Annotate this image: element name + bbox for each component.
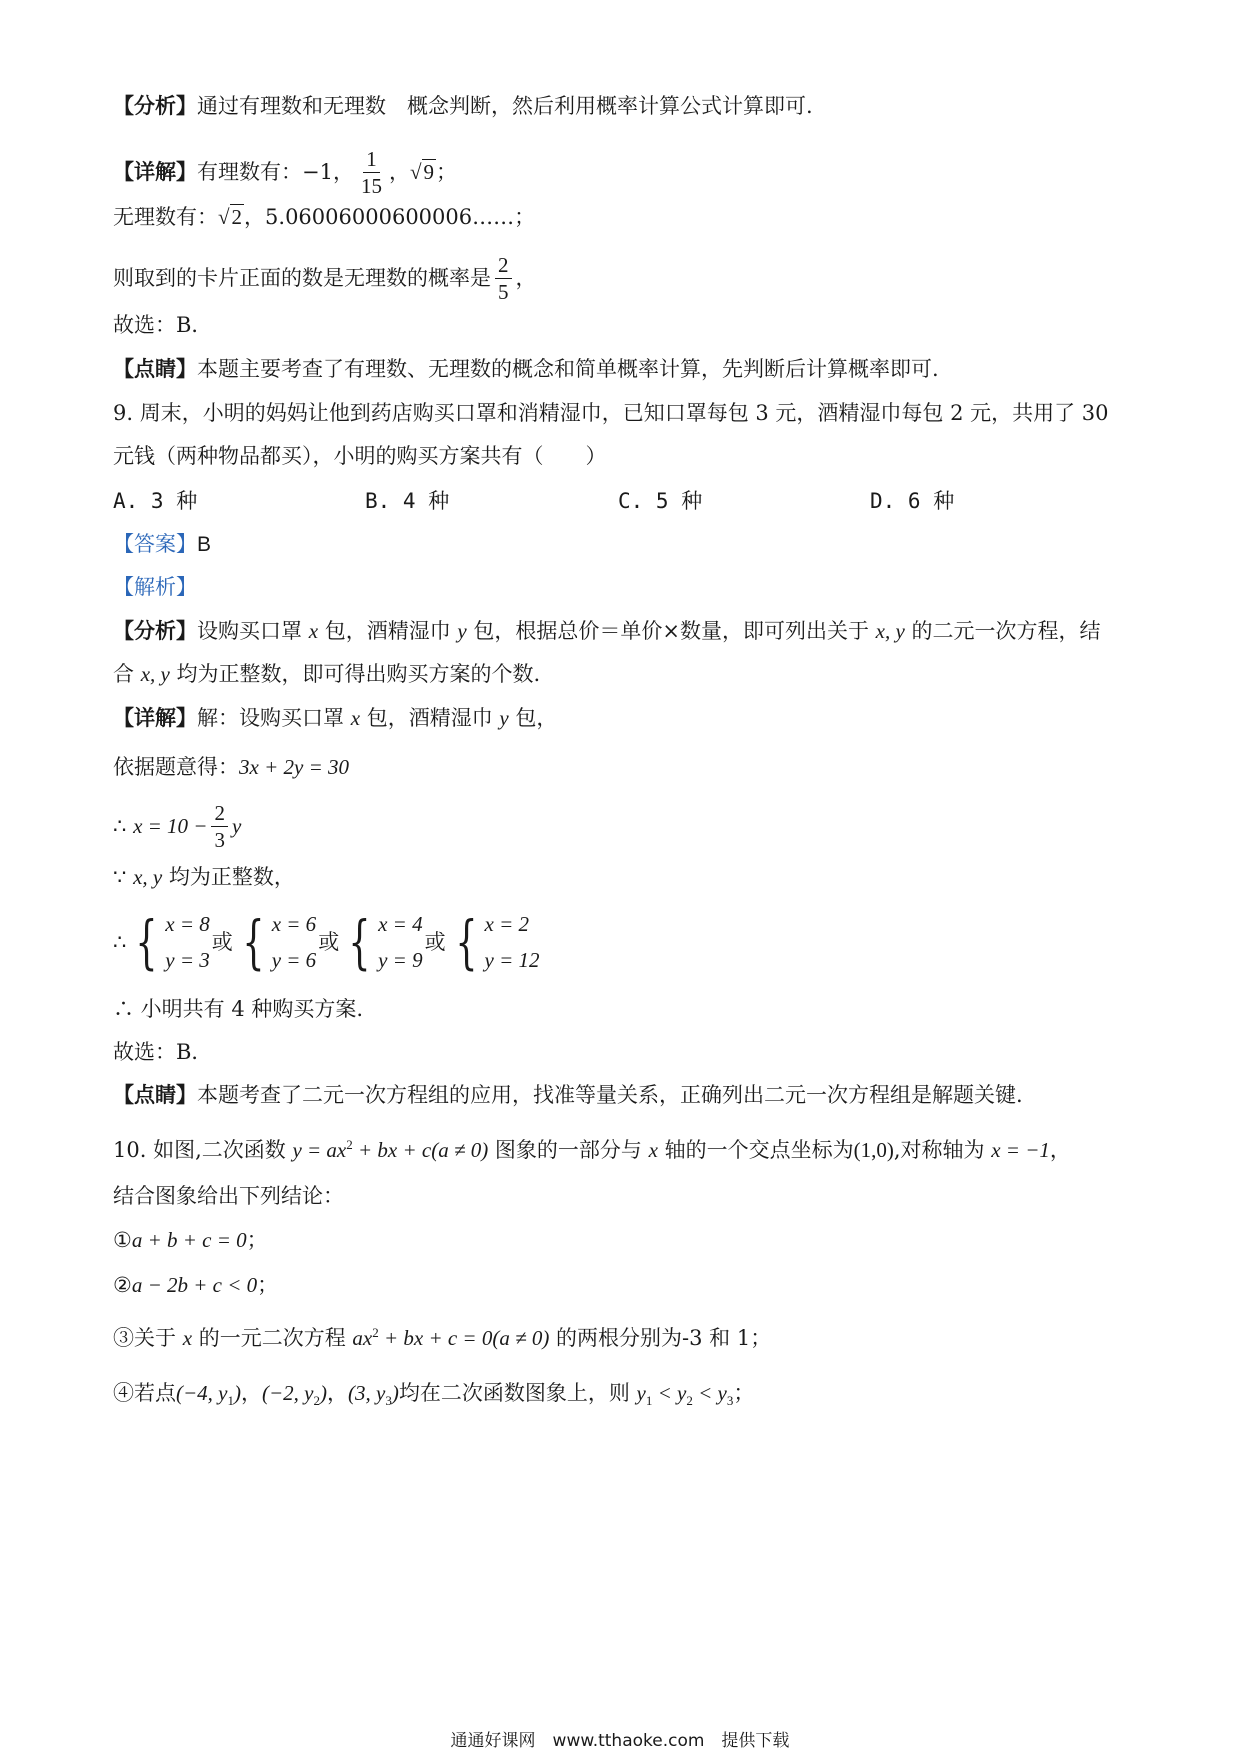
comment-tag: 【点睛】 — [113, 356, 197, 381]
fraction-2-5 — [495, 252, 512, 305]
point-3: (3, y — [348, 1381, 386, 1405]
point-2: ) — [320, 1381, 327, 1405]
comment-paragraph-2 — [113, 1080, 1023, 1110]
option-a: A. 3 种 — [113, 489, 198, 513]
system-x: x = 8 — [165, 912, 210, 936]
statement-mark: ③关于 — [113, 1326, 183, 1350]
q10-text: 10. 如图,二次函数 — [113, 1138, 293, 1162]
var-y: y — [457, 619, 467, 643]
detail-paragraph-1 — [113, 142, 457, 202]
because-line — [113, 862, 295, 892]
system-x: x = 4 — [378, 912, 423, 936]
analysis-paragraph-1 — [113, 91, 813, 121]
answer-tag: 【答案】 — [113, 532, 197, 556]
probability-lead: 则取到的卡片正面的数是无理数的概率是 — [113, 266, 491, 290]
analysis-text: 合 — [113, 662, 141, 686]
jiexi-line — [113, 572, 197, 602]
statement-4 — [113, 1378, 754, 1416]
comment-text: 本题考查了二元一次方程组的应用，找准等量关系，正确列出二元一次方程组是解题关键. — [197, 1083, 1023, 1107]
analysis-text: 包，酒精湿巾 — [318, 619, 458, 643]
inequality: < y — [692, 1381, 727, 1405]
line-end: ， — [515, 266, 537, 290]
fraction-numerator: 2 — [495, 252, 512, 279]
option-c: C. 5 种 — [618, 489, 703, 513]
statement-mark: ④若点 — [113, 1381, 176, 1405]
subscript: 1 — [227, 1393, 234, 1409]
footer-watermark: 通通好课网 www.tthaoke.com 提供下载 — [450, 1731, 790, 1751]
analysis-tag: 【分析】 — [113, 618, 197, 643]
var-xy: x, y — [875, 619, 905, 643]
fraction-numerator: 1 — [363, 146, 380, 173]
analysis-text: 包，根据总价＝单价×数量，即可列出关于 — [466, 619, 876, 643]
equation-lead: 依据题意得： — [113, 755, 239, 779]
left-brace: { — [454, 908, 478, 976]
option-b: B. 4 种 — [365, 489, 450, 513]
system-y: y = 12 — [484, 948, 540, 972]
separator: ， — [241, 1381, 262, 1405]
choose-text: 故选：B． — [113, 313, 213, 337]
line-end: ； — [436, 160, 457, 184]
detail-tag: 【详解】 — [113, 705, 197, 730]
detail-paragraph-2 — [113, 703, 557, 733]
var-xy: x, y — [140, 662, 170, 686]
equation-line — [113, 752, 349, 782]
statement-mark: ① — [113, 1228, 132, 1252]
fraction-denominator: 15 — [360, 173, 382, 198]
fraction-2-3 — [211, 800, 228, 853]
statement-expr: + bx + c = 0(a ≠ 0) — [378, 1326, 550, 1350]
left-brace: { — [242, 908, 265, 976]
subscript: 3 — [385, 1393, 392, 1409]
point-3: ) — [391, 1381, 399, 1405]
q10-text: 图象的一部分与 — [488, 1138, 649, 1162]
separator: ， — [327, 1381, 348, 1405]
var-y: y — [499, 706, 509, 730]
system-x: x = 2 — [484, 912, 529, 936]
statement-3 — [113, 1318, 771, 1353]
radicand: 2 — [231, 205, 243, 229]
irrational-lead: 无理数有： — [113, 205, 218, 229]
var-x: x — [648, 1138, 658, 1162]
analysis-text: 均为正整数，即可得出购买方案的个数. — [169, 662, 541, 686]
point-1: ) — [234, 1381, 241, 1405]
system-y: y = 6 — [271, 948, 317, 972]
q10-text: 轴的一个交点坐标为 — [657, 1138, 854, 1162]
choose-line-2: 故选：B． — [113, 1040, 213, 1064]
system-x: x = 6 — [271, 912, 317, 936]
analysis-text: 设购买口罩 — [197, 619, 309, 643]
statement-end: ； — [257, 1273, 279, 1297]
answer-value: B — [197, 533, 212, 556]
inequality: y — [636, 1381, 646, 1405]
detail-tag: 【详解】 — [113, 159, 197, 184]
question-9-line-2: 元钱（两种物品都买），小明的购买方案共有（ ） — [113, 444, 607, 468]
point-1: (−4, y — [176, 1381, 228, 1405]
var-x: x — [182, 1326, 193, 1350]
irrational-rest: ，5.06006000600006……； — [244, 205, 536, 229]
subscript: 3 — [726, 1393, 734, 1409]
solutions-line — [113, 905, 542, 979]
statement-2 — [113, 1270, 278, 1300]
because-symbol: ∵ — [113, 865, 127, 889]
fraction-denominator: 3 — [214, 827, 225, 852]
point-2: (−2, y — [262, 1381, 314, 1405]
system-y: y = 9 — [378, 948, 423, 972]
sqrt-2: √2 — [218, 205, 243, 229]
detail-lead: 有理数有：−1， — [197, 160, 354, 184]
question-10-line-2: 结合图象给出下列结论： — [113, 1184, 344, 1208]
therefore-symbol: ∴ — [113, 930, 127, 954]
var-xy: x, y — [133, 865, 163, 889]
probability-line — [113, 248, 537, 308]
statement-expr: a − 2b + c < 0 — [131, 1273, 258, 1297]
question-10-line-1 — [113, 1130, 1071, 1165]
analysis-paragraph-2-line-2 — [113, 659, 540, 689]
derive-lhs: x = 10 − — [133, 814, 208, 838]
separator: ， — [388, 160, 410, 184]
answer-line — [113, 529, 211, 560]
q10-sup: 2 — [346, 1137, 353, 1152]
statement-text: 的一元二次方程 — [192, 1326, 353, 1350]
inequality: < y — [652, 1381, 687, 1405]
jiexi-tag: 【解析】 — [113, 575, 197, 599]
q10-func: + bx + c(a ≠ 0) — [352, 1138, 489, 1162]
detail-text: 包， — [508, 706, 558, 730]
system-3 — [341, 906, 422, 978]
detail-text: 解：设购买口罩 — [197, 706, 351, 730]
fraction-1-15 — [358, 146, 385, 199]
system-1 — [128, 906, 209, 978]
choose-line-1 — [113, 310, 212, 340]
fraction-numerator: 2 — [211, 800, 228, 827]
equation-expr: 3x + 2y = 30 — [239, 755, 349, 779]
statement-mark: ② — [113, 1273, 132, 1297]
question-9-line-1: 9. 周末，小明的妈妈让他到药店购买口罩和消精湿巾，已知口罩每包 3 元，酒精湿巾每包 2 元，共用了 30 — [113, 401, 1109, 425]
subscript: 2 — [313, 1393, 320, 1409]
analysis-text: 通过有理数和无理数 概念判断，然后利用概率计算公式计算即可. — [197, 94, 813, 118]
statement-expr: a + b + c = 0 — [131, 1228, 247, 1252]
derive-line — [113, 796, 241, 856]
therefore-symbol: ∴ — [113, 814, 127, 838]
or-word: 或 — [211, 930, 233, 954]
left-brace: { — [348, 908, 371, 976]
q10-text: ， — [1049, 1138, 1071, 1162]
or-word: 或 — [318, 930, 340, 954]
statement-text: 均在二次函数图象上，则 — [398, 1381, 637, 1405]
radicand: 9 — [423, 160, 434, 184]
or-word: 或 — [424, 930, 446, 954]
comment-paragraph-1 — [113, 354, 939, 384]
fraction-denominator: 5 — [498, 279, 509, 304]
var-x: x — [350, 706, 361, 730]
conclusion-line: ∴ 小明共有 4 种购买方案. — [113, 997, 364, 1021]
derive-rhs: y — [231, 814, 242, 838]
analysis-paragraph-2-line-1 — [113, 616, 1101, 646]
irrational-line — [113, 202, 535, 232]
var-x: x — [308, 619, 319, 643]
because-text: 均为正整数， — [162, 865, 295, 889]
q10-func: y = ax — [292, 1138, 347, 1162]
system-2 — [235, 906, 316, 978]
system-4 — [448, 906, 540, 978]
q10-axis: x = −1 — [991, 1138, 1050, 1162]
comment-text: 本题主要考查了有理数、无理数的概念和简单概率计算，先判断后计算概率即可. — [197, 357, 939, 381]
detail-text: 包，酒精湿巾 — [360, 706, 500, 730]
statement-end: ； — [246, 1228, 268, 1252]
analysis-text: 的二元一次方程，结 — [904, 619, 1101, 643]
statement-1 — [113, 1225, 268, 1255]
option-d: D. 6 种 — [870, 489, 955, 513]
subscript: 2 — [686, 1393, 693, 1409]
comment-tag: 【点睛】 — [113, 1082, 197, 1107]
subscript: 1 — [645, 1393, 653, 1409]
system-y: y = 3 — [165, 948, 210, 972]
statement-end: ； — [733, 1381, 755, 1405]
left-brace: { — [135, 908, 158, 976]
q10-point: (1,0) — [853, 1138, 894, 1162]
sqrt-9: √9 — [409, 160, 434, 184]
analysis-tag: 【分析】 — [113, 93, 197, 118]
statement-sup: 2 — [372, 1325, 379, 1340]
statement-text: 的两根分别为-3 和 1； — [549, 1326, 772, 1350]
statement-expr: ax — [352, 1326, 373, 1350]
q10-text: ,对称轴为 — [893, 1138, 992, 1162]
